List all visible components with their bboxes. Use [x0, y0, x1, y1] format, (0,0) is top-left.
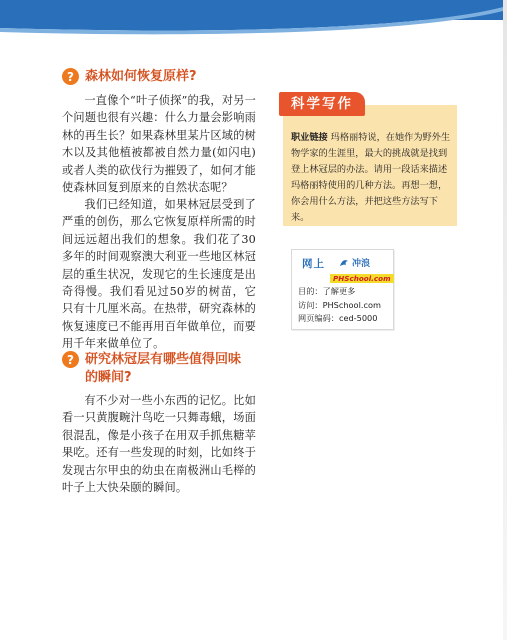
- logo-text-surf: 冲浪: [352, 259, 371, 269]
- web-logo: [300, 254, 391, 284]
- web-purpose: 目的：了解更多: [298, 286, 356, 296]
- web-info: [298, 285, 381, 326]
- heading-line: 研究林冠层有哪些值得回味: [85, 352, 242, 367]
- heading-text: 森林如何恢复原样?: [85, 69, 197, 84]
- body-paragraph: 我们已经知道，如果林冠层受到了严重的创伤，那么它恢复原样所需的时间远远超出我们的想象。我们花了30多年的时间观察澳大利亚一些地区林冠层的重生状况，发现它的生长速度是出奇得慢。我们看见过50岁的树苗，它只有十几厘米高。在热带，研究森林的恢复速度已不能再用百年做单位，而要用千年来做单位了。: [62, 198, 256, 351]
- web-surfing-box: [291, 249, 394, 330]
- body-paragraph: 一直像个“叶子侦探”的我，对另一个问题也很有兴趣：什么力量会影响雨林的再生长？如果森林里某片区域的树木以及其他植被都被自然力量(如闪电)或者人类的砍伐行为摧毁了，如何才能使森林回复到原来的自然状态呢？: [62, 94, 256, 195]
- career-link-label: 职业链接: [291, 132, 328, 143]
- wave-icon: [339, 258, 351, 268]
- phschool-link[interactable]: PHSchool.com: [330, 274, 394, 283]
- question-icon: ?: [62, 68, 79, 85]
- section-heading-forest-recovery: [62, 68, 197, 86]
- top-curve-decoration: [0, 0, 507, 40]
- section-heading-canopy-moments: [62, 351, 241, 387]
- heading-text: [85, 351, 241, 387]
- logo-text-net: 网上: [302, 258, 325, 270]
- heading-line: 的瞬间?: [85, 370, 132, 385]
- page-edge: [503, 0, 507, 640]
- web-visit[interactable]: 访问：PHSchool.com: [298, 299, 381, 310]
- body-paragraph: 有不少对一些小东西的记忆。比如看一只黄腹畹汁鸟吃一只舞毒蛾，场面很混乱，像是小孩子在用双手抓焦糖苹果吃。还有一些发现的时刻，比如终于发现古尔甲虫的幼虫在南极洲山毛榉的叶子上大快朵颐的瞬间。: [62, 394, 256, 495]
- science-writing-tag: 科学写作: [279, 92, 365, 116]
- science-writing-body: 玛格丽特说，在她作为野外生物学家的生涯里，最大的挑战就是找到登上林冠层的办法。请用一段话来描述玛格丽特使用的几种方法。再想一想，你会用什么方法，并把这些方法写下来。: [291, 132, 451, 223]
- web-code: 网页编码：ced-5000: [298, 313, 378, 323]
- science-writing-text: [291, 130, 451, 226]
- question-icon: ?: [62, 351, 79, 368]
